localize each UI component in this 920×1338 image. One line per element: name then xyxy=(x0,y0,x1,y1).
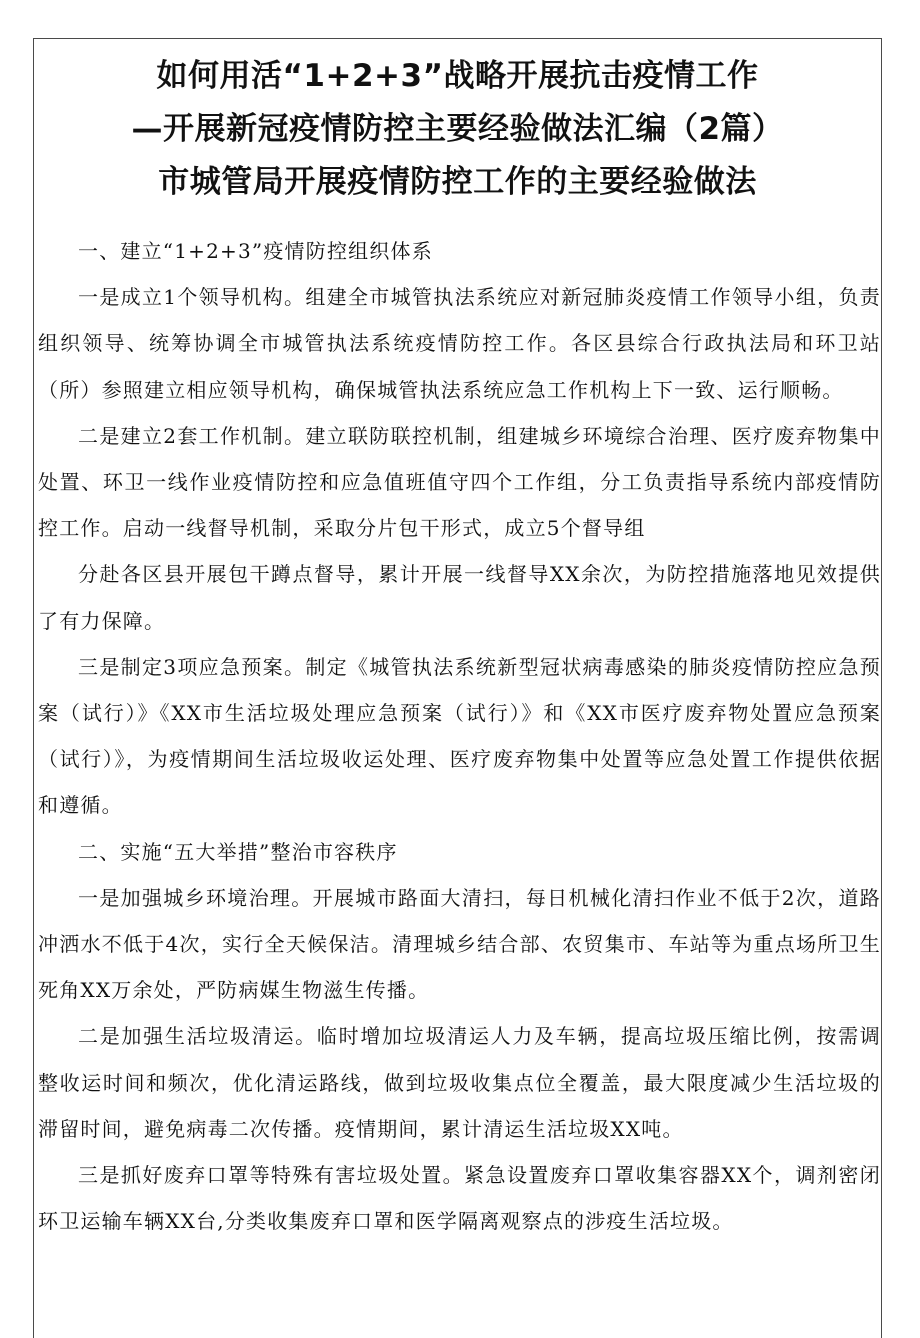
paragraph: 三是制定3项应急预案。制定《城管执法系统新型冠状病毒感染的肺炎疫情防控应急预案（试行）》《XX市生活垃圾处理应急预案（试行）》和《XX市医疗废弃物处置应急预案（试行）》，为疫情期间生活垃圾收运处理、医疗废弃物集中处置等应急处置工作提供依据和遵循。 xyxy=(38,654,881,818)
title-line-1: 如何用活“1+2+3”战略开展抗击疫情工作 xyxy=(156,58,759,94)
paragraph: 分赴各区县开展包干蹲点督导，累计开展一线督导XX余次，为防控措施落地见效提供了有力保障。 xyxy=(38,562,881,633)
document-title-block xyxy=(34,50,881,209)
paragraph: 三是抓好废弃口罩等特殊有害垃圾处置。紧急设置废弃口罩收集容器XX个，调剂密闭环卫运输车辆XX台,分类收集废弃口罩和医学隔离观察点的涉疫生活垃圾。 xyxy=(38,1163,881,1234)
section-2-heading: 二、实施“五大举措”整治市容秩序 xyxy=(78,839,398,864)
paragraph: 二是加强生活垃圾清运。临时增加垃圾清运人力及车辆，提高垃圾压缩比例，按需调整收运时间和频次，优化清运路线，做到垃圾收集点位全覆盖，最大限度减少生活垃圾的滞留时间，避免病毒二次传播。疫情期间，累计清运生活垃圾XX吨。 xyxy=(38,1024,881,1141)
document-body xyxy=(38,228,881,1244)
title-line-2: —开展新冠疫情防控主要经验做法汇编（2篇） xyxy=(131,111,784,147)
paragraph: 一是成立1个领导机构。组建全市城管执法系统应对新冠肺炎疫情工作领导小组，负责组织领导、统筹协调全市城管执法系统疫情防控工作。各区县综合行政执法局和环卫站（所）参照建立相应领导机构，确保城管执法系统应急工作机构上下一致、运行顺畅。 xyxy=(38,285,881,402)
paragraph: 一是加强城乡环境治理。开展城市路面大清扫，每日机械化清扫作业不低于2次，道路冲洒水不低于4次，实行全天候保洁。清理城乡结合部、农贸集市、车站等为重点场所卫生死角XX万余处，严防病媒生物滋生传播。 xyxy=(38,885,881,1003)
title-line-3: 市城管局开展疫情防控工作的主要经验做法 xyxy=(158,164,757,200)
paragraph: 二是建立2套工作机制。建立联防联控机制，组建城乡环境综合治理、医疗废弃物集中处置、环卫一线作业疫情防控和应急值班值守四个工作组，分工负责指导系统内部疫情防控工作。启动一线督导机制，采取分片包干形式，成立5个督导组 xyxy=(38,423,881,541)
section-1-heading: 一、建立“1+2+3”疫情防控组织体系 xyxy=(78,239,433,263)
